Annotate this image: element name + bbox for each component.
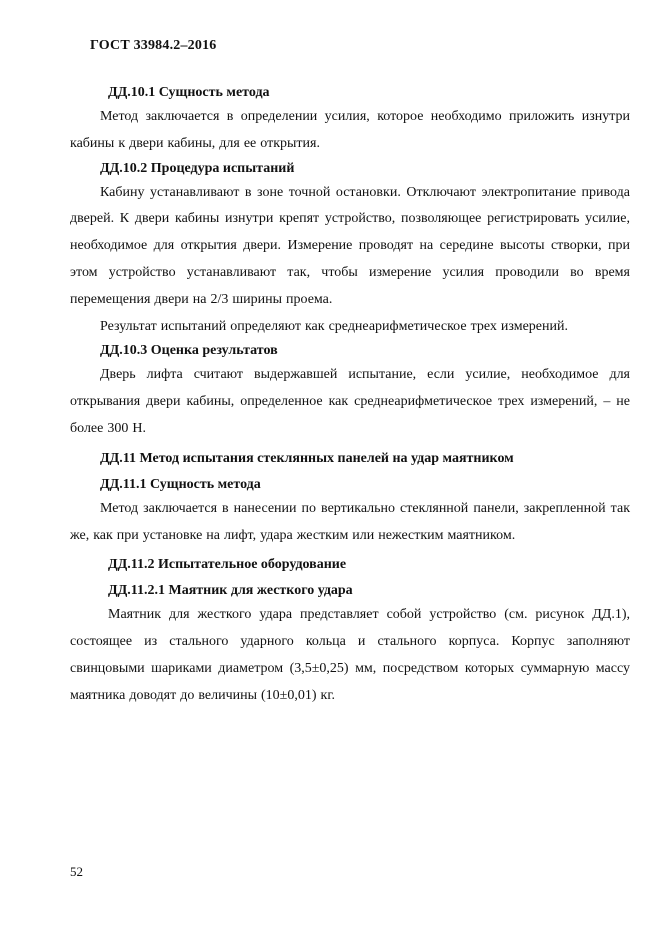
paragraph-rigid-pendulum: Маятник для жесткого удара представляет собой устройство (см. рисунок ДД.1), состоящее из стального ударного кольца и стального корпуса. Корпус заполняют свинцовыми шариками диаметром (3,5±0,25) мм, посредством которых суммарную массу маятника доводят до величины (10±0,01) кг. [70, 607, 630, 703]
paragraph-pendulum-method: Метод заключается в нанесении по вертикально стеклянной панели, закрепленной так же, как при установке на лифт, удара жестким или нежестким маятником. [70, 500, 630, 543]
standard-header: ГОСТ 33984.2–2016 [90, 38, 217, 53]
paragraph-test-result: Результат испытаний определяют как среднеарифметическое трех измерений. [100, 318, 568, 334]
heading-dd-10-1: ДД.10.1 Сущность метода [108, 85, 270, 100]
document-body [70, 82, 630, 710]
paragraph-method-essence: Метод заключается в определении усилия, которое необходимо приложить изнутри кабины к двери кабины, для ее открытия. [70, 109, 630, 151]
heading-dd-11-1: ДД.11.1 Сущность метода [100, 476, 261, 492]
heading-dd-11-2: ДД.11.2 Испытательное оборудование [108, 557, 347, 573]
paragraph-test-procedure: Кабину устанавливают в зоне точной остановки. Отключают электропитание привода дверей. К двери кабины изнутри крепят устройство, позволяющее регистрировать усилие, необходимое для открытия двери. Измерение проводят на середине высоты створки, при этом устройство устанавливают так, чтобы измерение усилия проводили во время перемещения двери на 2/3 ширины проема. [70, 184, 630, 307]
paragraph-result-evaluation: Дверь лифта считают выдержавшей испытание, если усилие, необходимое для открывания двери кабины, определенное как среднеарифметическое трех измерений, – не более 300 Н. [70, 367, 630, 436]
heading-dd-10-2: ДД.10.2 Процедура испытаний [100, 160, 295, 176]
heading-dd-11: ДД.11 Метод испытания стеклянных панелей на удар маятником [100, 450, 514, 466]
heading-dd-11-2-1: ДД.11.2.1 Маятник для жесткого удара [108, 583, 353, 599]
page-number: 52 [70, 864, 83, 879]
heading-dd-10-3: ДД.10.3 Оценка результатов [100, 343, 278, 359]
